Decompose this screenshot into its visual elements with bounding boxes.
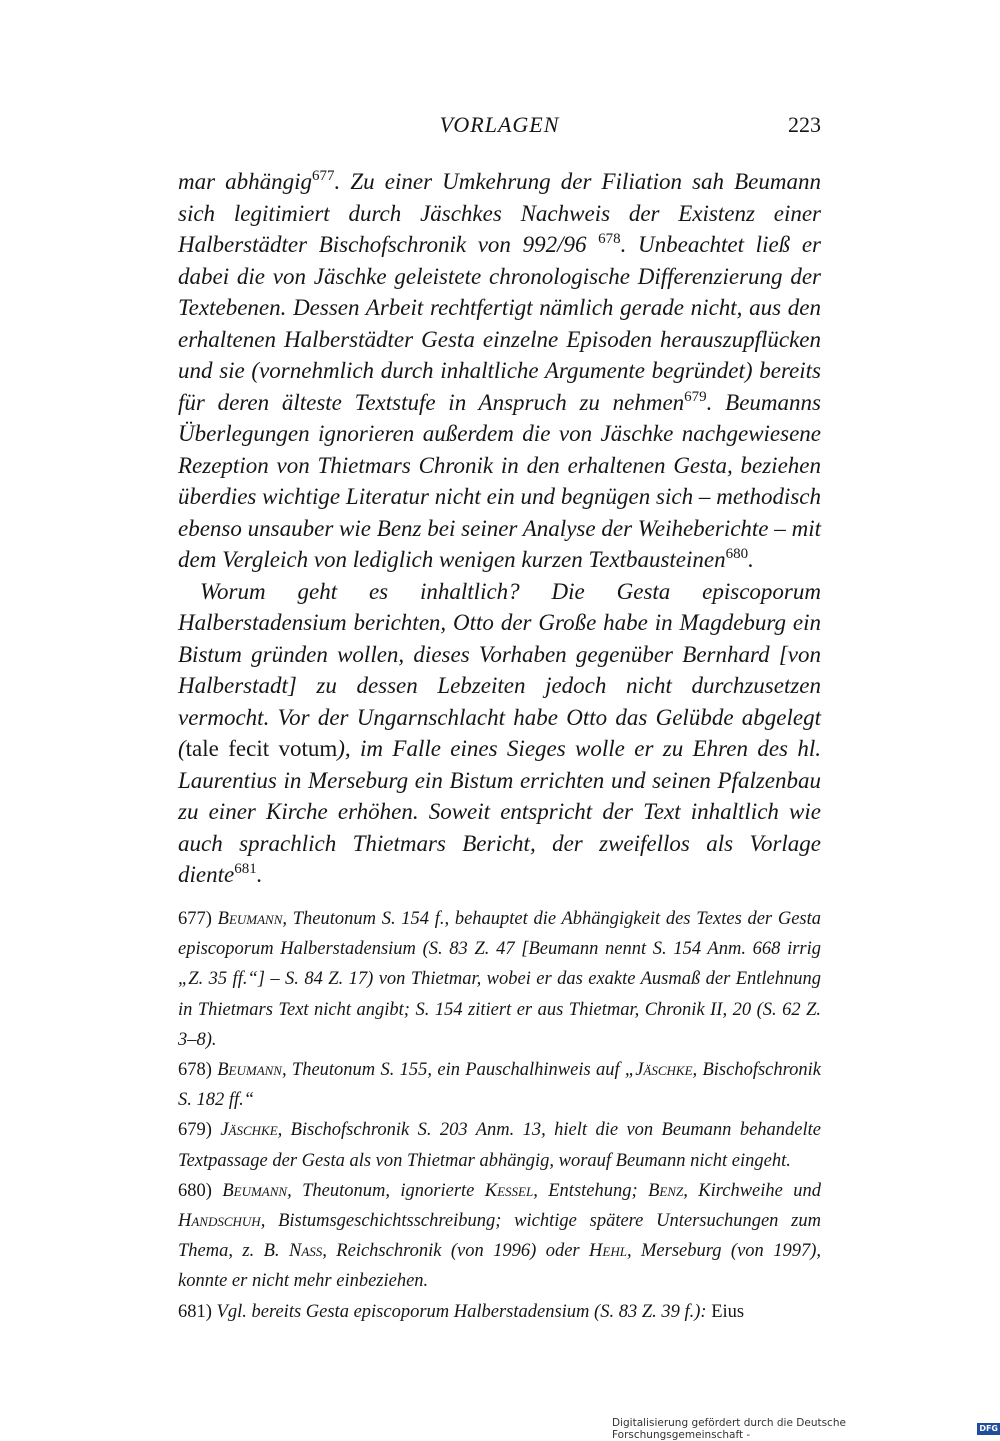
footnote-text: , Theutonum, ignorierte	[287, 1180, 485, 1201]
credit-text: Digitalisierung gefördert durch die Deutsche Forschungsgemeinschaft -	[612, 1417, 846, 1441]
footnote-679	[178, 1115, 821, 1175]
text-span: . Unbeachtet ließ er dabei die von Jäschke geleistete chronologische Differenzierung der Textebenen. Dessen Arbeit rechtfertigt nämlich gerade nicht, aus den erhaltenen Halberstädter Gesta einzelne Episoden herauszupflücken und sie (vornehmlich durch inhaltliche Argumente begründet) bereits für deren älteste Textstufe in Anspruch zu nehmen	[178, 232, 821, 415]
footnote-ref-680[interactable]: 680	[725, 546, 749, 562]
footnote-ref-677[interactable]: 677	[312, 168, 335, 184]
text-span: . Beumanns Überlegungen ignorieren außerdem die von Jäschke nachgewiesene Rezeption von Thietmars Chronik in den erhaltenen Gesta, beziehen überdies wichtige Literatur nicht ein und begnügen sich – methodisch ebenso unsauber wie Benz bei seiner Analyse der Weiheberichte – mit dem Vergleich von lediglich wenigen kurzen Textbausteinen	[178, 389, 821, 572]
footnote-text: , Theutonum S. 155, ein Pauschalhinweis auf „	[281, 1060, 636, 1081]
page-number: 223	[788, 112, 821, 137]
author-name: Kessel	[484, 1180, 534, 1201]
text-span: .	[256, 862, 263, 887]
footnote-text: , Kirchweihe und	[683, 1180, 821, 1201]
digitization-credit	[612, 1417, 1000, 1441]
author-name: Beumann	[222, 1180, 288, 1201]
footnote-677	[178, 904, 821, 1055]
footnote-ref-678[interactable]: 678	[598, 231, 621, 247]
text-span: . Zu einer Umkehrung der Filiation sah Beumann sich legitimiert durch Jäschkes Nachweis der Existenz einer Halberstädter Bischofschronik von 992/96	[178, 169, 821, 257]
author-name: Handschuh	[178, 1211, 261, 1232]
text-span: ), im Falle eines Sieges wolle er zu Ehren des hl. Laurentius in Merseburg ein Bistum errichten und seinen Pfalzenbau zu einer Kirche erhöhen. Soweit entspricht der Text inhaltlich wie auch sprachlich Thietmars Bericht, der zweifellos als Vorlage diente	[178, 736, 821, 887]
footnote-text: , Bischofschronik S. 182 ff.“	[178, 1060, 821, 1111]
paragraph-2	[178, 576, 821, 891]
footnote-ref-679[interactable]: 679	[684, 388, 707, 405]
footnote-text: , Entstehung;	[533, 1180, 649, 1201]
running-header	[178, 112, 821, 144]
footnote-681	[178, 1297, 821, 1327]
footnote-text: , Bistumsgeschichtsschreibung; wichtige spätere Untersuchungen zum Thema, z. B.	[178, 1211, 821, 1262]
text-span: mar abhängig	[178, 169, 313, 194]
footnote-text: , Theutonum S. 154 f., behauptet die Abhängigkeit des Textes der Gesta episcoporum Halberstadensium (S. 83 Z. 47 [Beumann nennt S. 154 Anm. 668 irrig „Z. 35 ff.“] – S. 84 Z. 17) von Thietmar, wobei er das exakte Ausmaß der Entlehnung in Thietmars Text nicht angibt; S. 154 zitiert er aus Thietmar, Chronik II, 20 (S. 62 Z. 3–8).	[178, 909, 822, 1050]
footnote-number: 677)	[178, 909, 212, 929]
footnote-680	[178, 1176, 821, 1297]
dfg-logo-icon: DFG	[979, 1424, 998, 1433]
footnote-text: Vgl. bereits Gesta episcoporum Halberstadensium (S. 83 Z. 39 f.):	[216, 1301, 712, 1322]
author-name: Hehl	[589, 1241, 627, 1262]
text-span: Worum geht es inhaltlich? Die Gesta episcoporum Halberstadensium berichten, Otto der Große habe in Magdeburg ein Bistum gründen wollen, dieses Vorhaben gegenüber Bernhard [von Halberstadt] zu dessen Lebzeiten jedoch nicht durchzusetzen vermocht. Vor der Ungarnschlacht habe Otto das Gelübde abgelegt (	[178, 578, 821, 761]
latin-quote: Eius	[711, 1301, 745, 1322]
paragraph-1	[178, 166, 821, 576]
author-name: Nass	[288, 1241, 323, 1262]
footnote-number: 680)	[178, 1180, 212, 1201]
author-name: Beumann	[217, 909, 283, 929]
author-name: Beumann	[217, 1060, 282, 1081]
latin-quote: tale fecit votum	[185, 736, 338, 761]
author-name: Jäschke	[635, 1060, 693, 1081]
footnote-text: , Bischofschronik S. 203 Anm. 13, hielt die von Beumann behandelte Textpassage der Gesta als von Thietmar abhängig, worauf Beumann nicht eingeht.	[178, 1120, 821, 1171]
running-title: VORLAGEN	[439, 112, 560, 137]
footnote-number: 678)	[178, 1060, 212, 1081]
author-name: Benz	[648, 1180, 684, 1201]
footnote-ref-681[interactable]: 681	[234, 861, 257, 877]
footnote-number: 679)	[178, 1120, 212, 1141]
footnote-number: 681)	[178, 1301, 212, 1322]
footnote-678	[178, 1055, 821, 1115]
footnotes	[178, 904, 821, 1327]
author-name: Jäschke	[220, 1120, 278, 1141]
text-span: .	[748, 547, 754, 572]
footnote-text: , Merseburg (von 1997), konnte er nicht mehr einbeziehen.	[178, 1241, 821, 1292]
footnote-text: , Reichschronik (von 1996) oder	[322, 1241, 590, 1262]
main-text	[178, 166, 821, 891]
